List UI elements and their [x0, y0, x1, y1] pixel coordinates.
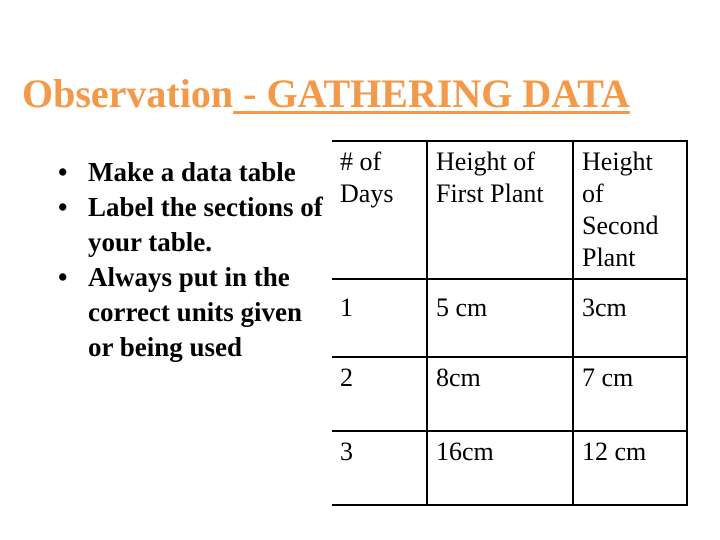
slide-title	[22, 70, 630, 118]
header-first-plant: Height of First Plant	[427, 141, 573, 279]
cell-days: 2	[332, 357, 427, 431]
bullet-list	[58, 155, 323, 365]
bullet-icon: •	[58, 157, 68, 187]
table-row	[332, 431, 687, 505]
header-days: # of Days	[332, 141, 427, 279]
cell-second-plant: 12 cm	[573, 431, 687, 505]
title-gathering-data: - GATHERING DATA	[233, 71, 630, 116]
header-second-plant: Height of Second Plant	[573, 141, 687, 279]
table-row	[332, 357, 687, 431]
cell-days: 3	[332, 431, 427, 505]
bullet-icon: •	[58, 192, 68, 222]
title-observation: Observation	[22, 71, 234, 116]
bullet-item	[58, 190, 323, 260]
cell-second-plant: 3cm	[573, 279, 687, 357]
bullet-text: Make a data table	[88, 157, 296, 187]
bullet-text: Always put in the correct units given or being used	[88, 262, 302, 362]
cell-days: 1	[332, 279, 427, 357]
table-header-row	[332, 141, 687, 279]
plant-data-table	[332, 140, 688, 506]
bullet-item	[58, 260, 323, 365]
table-row	[332, 279, 687, 357]
bullet-icon: •	[58, 262, 68, 292]
cell-second-plant: 7 cm	[573, 357, 687, 431]
bullet-item	[58, 155, 323, 190]
cell-first-plant: 5 cm	[427, 279, 573, 357]
cell-first-plant: 8cm	[427, 357, 573, 431]
cell-first-plant: 16cm	[427, 431, 573, 505]
bullet-text: Label the sections of your table.	[88, 192, 323, 257]
